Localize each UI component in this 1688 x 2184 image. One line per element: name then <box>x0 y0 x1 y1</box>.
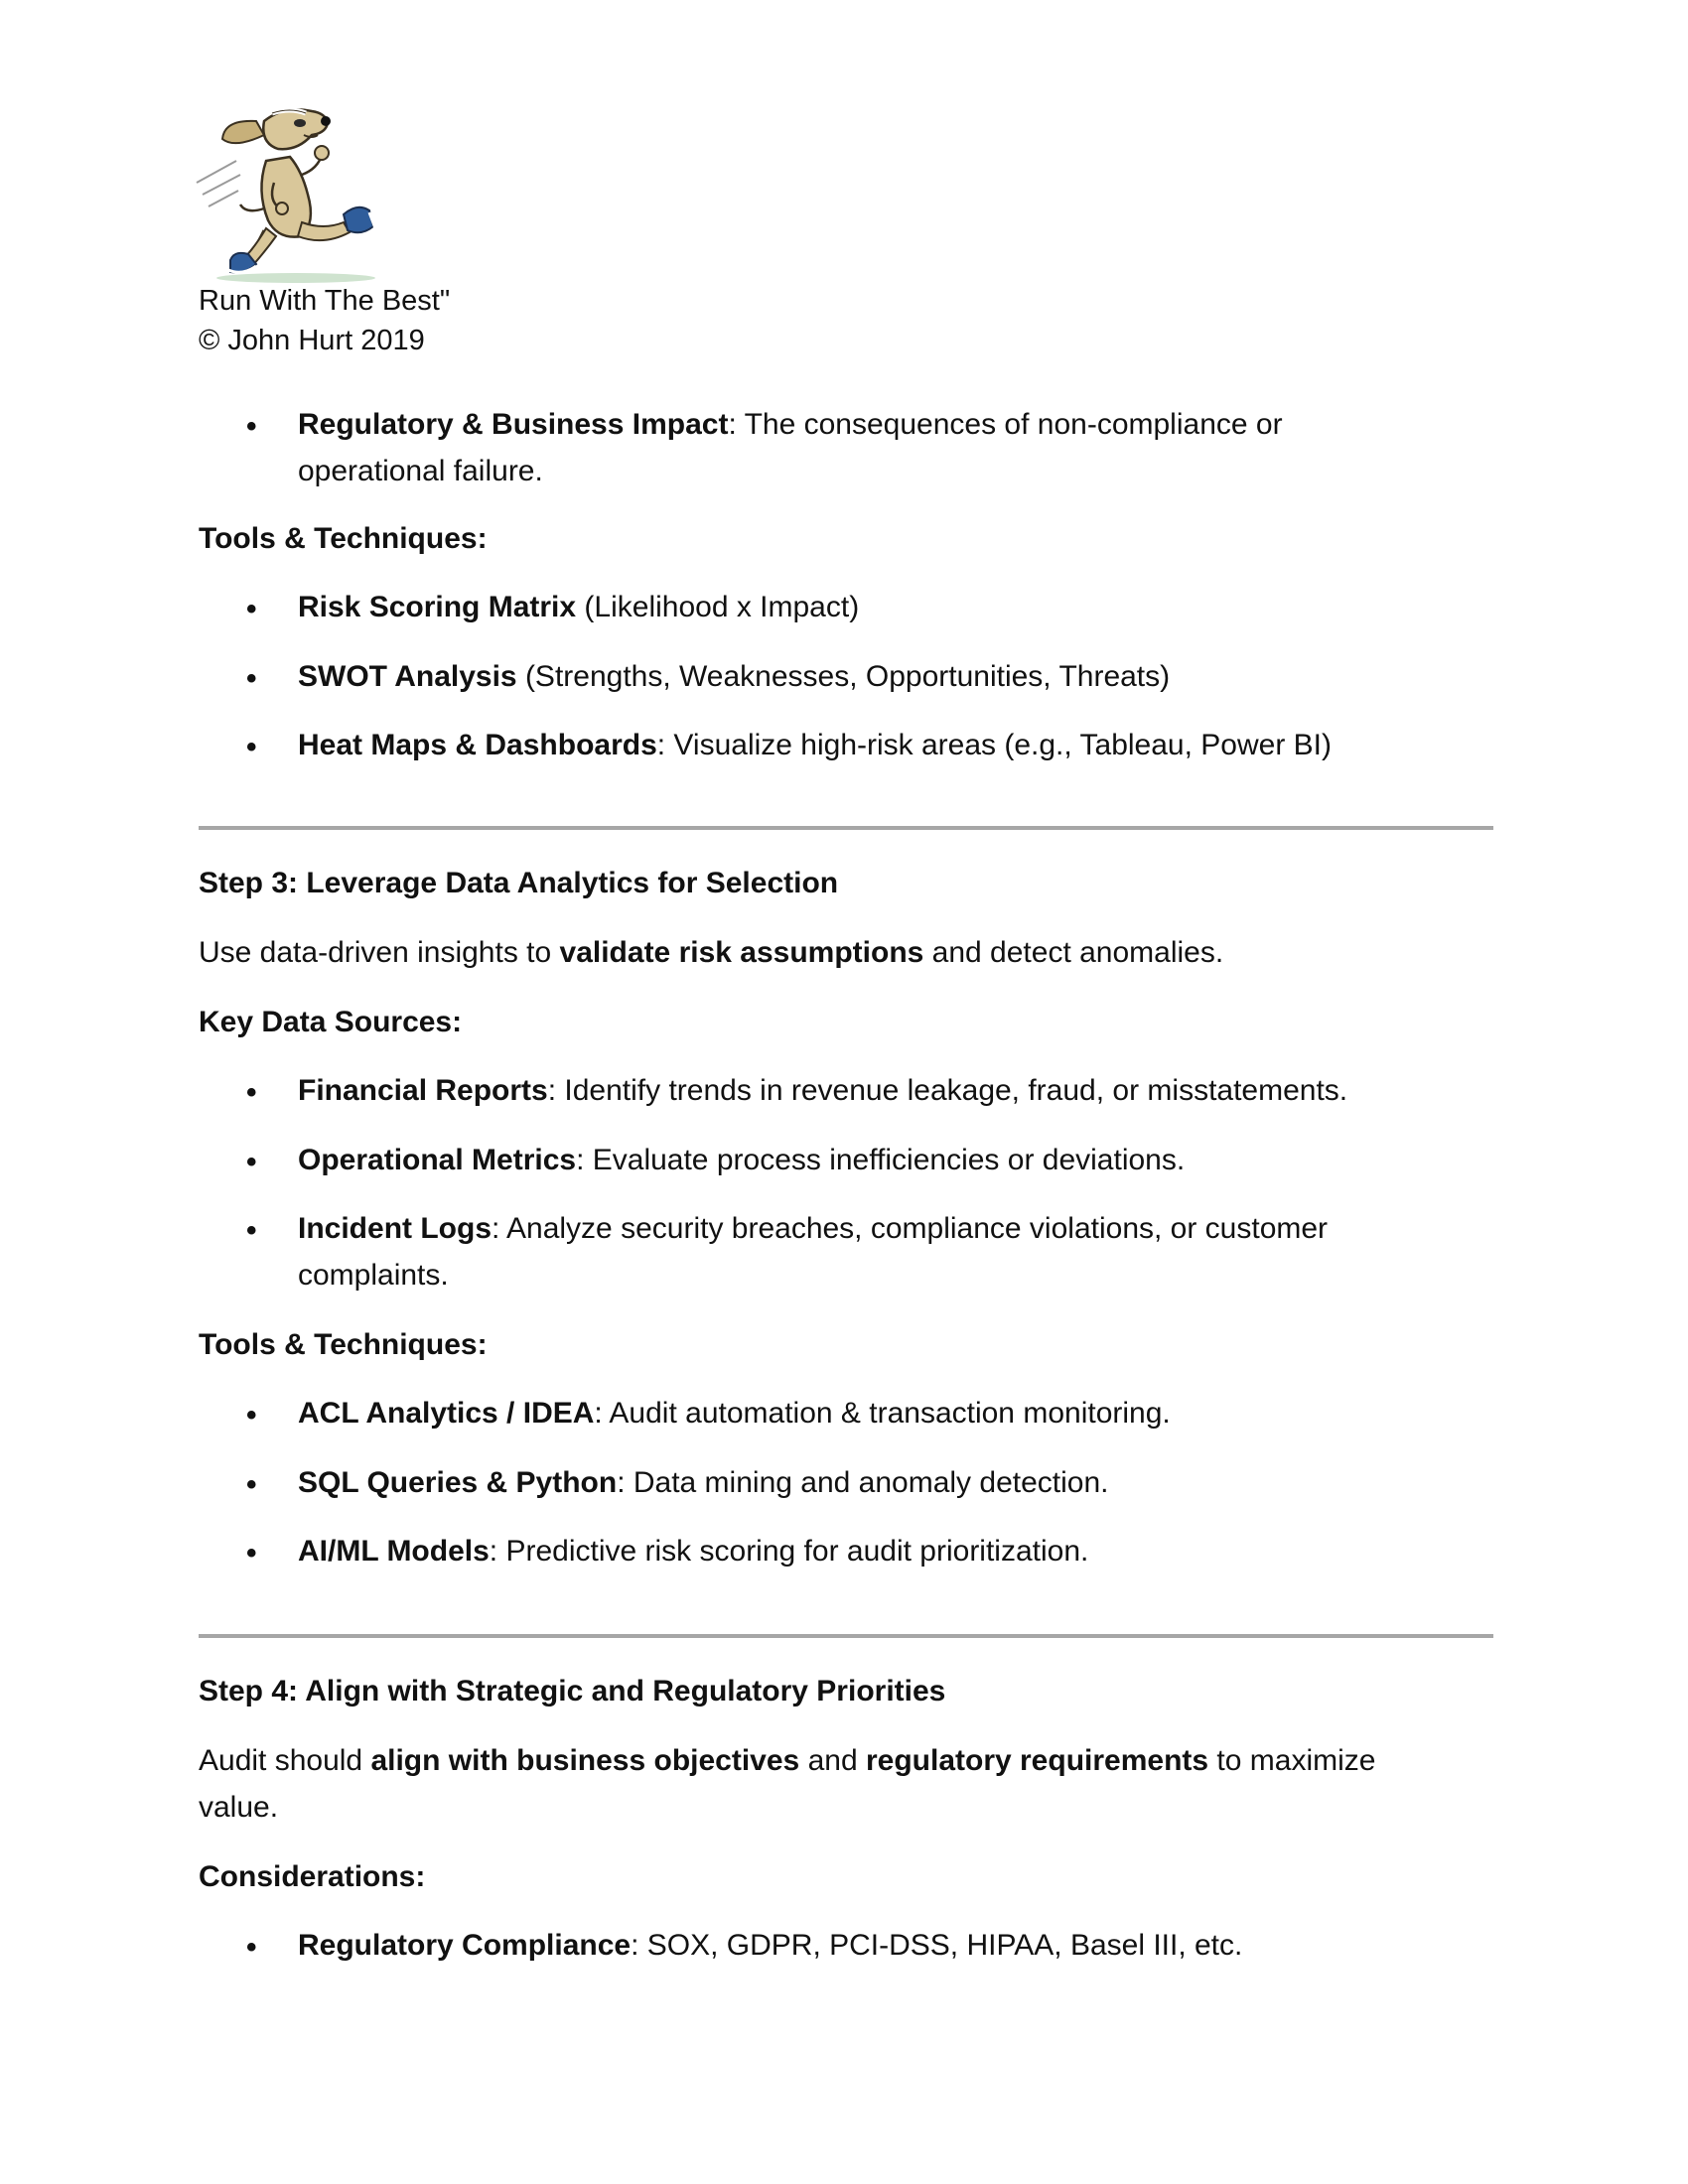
list-item-term: ACL Analytics / IDEA <box>298 1397 595 1430</box>
list-item <box>298 1143 1185 1178</box>
list-item <box>298 728 1332 763</box>
list-item-term: SQL Queries & Python <box>298 1466 618 1499</box>
list-item-term: AI/ML Models <box>298 1535 490 1568</box>
list-item-term: Operational Metrics <box>298 1144 577 1176</box>
list-item-text: : The consequences of non-compliance or <box>728 408 1283 441</box>
tools-heading: Tools & Techniques: <box>199 1328 488 1361</box>
bullet-marker: • <box>246 1214 257 1247</box>
bullet-marker: • <box>246 662 257 695</box>
list-item-text: (Likelihood x Impact) <box>576 591 860 623</box>
running-dog-logo <box>195 91 383 286</box>
step4-intro-line2: value. <box>199 1791 279 1824</box>
list-item-text: : Evaluate process inefficiencies or deviations. <box>576 1144 1186 1176</box>
list-item-term: Regulatory & Business Impact <box>298 408 729 441</box>
list-item-term: Incident Logs <box>298 1212 492 1245</box>
list-item <box>298 1073 1347 1109</box>
list-item <box>298 1465 1108 1501</box>
list-item-term: Risk Scoring Matrix <box>298 591 577 623</box>
bullet-marker: • <box>246 1537 257 1570</box>
step4-intro <box>199 1743 1375 1779</box>
section-divider <box>199 826 1493 830</box>
list-item <box>298 659 1170 695</box>
copyright-line: © John Hurt 2019 <box>199 325 425 356</box>
list-item-text: : Analyze security breaches, compliance violations, or customer <box>492 1212 1329 1245</box>
step3-intro <box>199 935 1223 971</box>
list-item-text: : SOX, GDPR, PCI-DSS, HIPAA, Basel III, etc. <box>631 1929 1243 1962</box>
list-item-text: (Strengths, Weaknesses, Opportunities, Threats) <box>516 660 1171 693</box>
step4-intro-b: align with business objectives <box>370 1744 800 1777</box>
list-item-term: SWOT Analysis <box>298 660 517 693</box>
key-data-sources-heading: Key Data Sources: <box>199 1006 463 1038</box>
list-item <box>298 590 859 625</box>
list-item-text: : Visualize high-risk areas (e.g., Tableau, Power BI) <box>656 729 1332 761</box>
bullet-marker: • <box>246 1146 257 1178</box>
step3-intro-pre: Use data-driven insights to <box>199 936 560 969</box>
considerations-heading: Considerations: <box>199 1860 426 1893</box>
step4-intro-e: to maximize <box>1208 1744 1376 1777</box>
step4-heading: Step 4: Align with Strategic and Regulatory Priorities <box>199 1675 946 1707</box>
tools-heading: Tools & Techniques: <box>199 522 488 555</box>
list-item <box>298 407 1283 443</box>
bullet-marker: • <box>246 410 257 443</box>
bullet-marker: • <box>246 731 257 763</box>
list-item <box>298 1534 1088 1570</box>
list-item-continuation: operational failure. <box>298 455 543 487</box>
list-item-term: Financial Reports <box>298 1074 548 1107</box>
list-item-text: : Audit automation & transaction monitoring. <box>594 1397 1171 1430</box>
bullet-marker: • <box>246 1468 257 1501</box>
bullet-marker: • <box>246 1399 257 1432</box>
step4-intro-c: and <box>799 1744 866 1777</box>
list-item-text: : Predictive risk scoring for audit prioritization. <box>489 1535 1089 1568</box>
step3-intro-bold: validate risk assumptions <box>559 936 924 969</box>
bullet-marker: • <box>246 1076 257 1109</box>
section-divider <box>199 1634 1493 1638</box>
list-item <box>298 1211 1328 1247</box>
logo-caption-line1: Run With The Best" <box>199 285 451 317</box>
list-item <box>298 1396 1171 1432</box>
step4-intro-d: regulatory requirements <box>865 1744 1209 1777</box>
list-item-term: Regulatory Compliance <box>298 1929 632 1962</box>
list-item <box>298 1928 1242 1964</box>
step4-intro-a: Audit should <box>199 1744 371 1777</box>
list-item-continuation: complaints. <box>298 1259 449 1292</box>
step3-heading: Step 3: Leverage Data Analytics for Selection <box>199 867 839 899</box>
bullet-marker: • <box>246 593 257 625</box>
bullet-marker: • <box>246 1931 257 1964</box>
list-item-text: : Identify trends in revenue leakage, fraud, or misstatements. <box>547 1074 1348 1107</box>
step3-intro-post: and detect anomalies. <box>923 936 1224 969</box>
list-item-text: : Data mining and anomaly detection. <box>617 1466 1109 1499</box>
list-item-term: Heat Maps & Dashboards <box>298 729 657 761</box>
